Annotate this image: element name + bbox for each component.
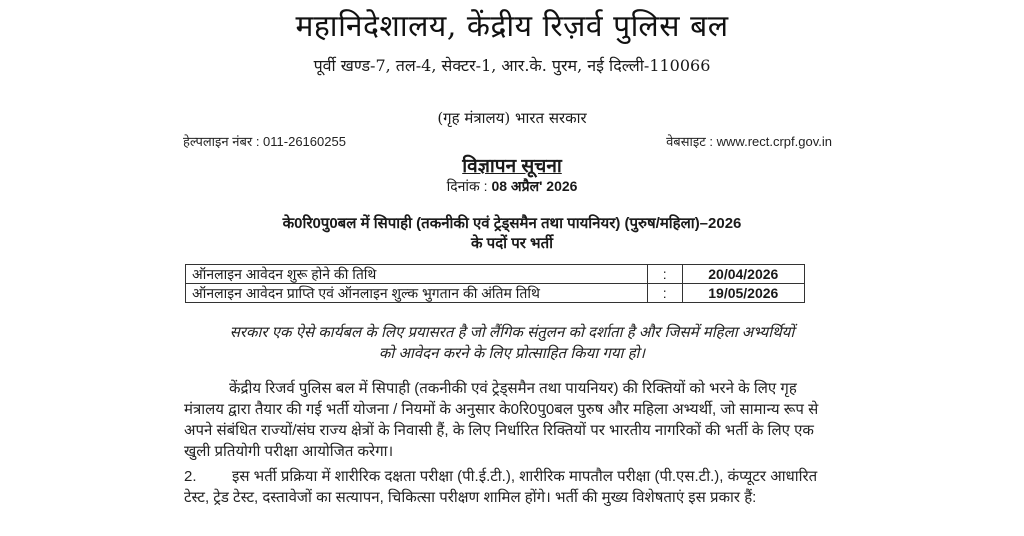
- paragraph-1: [184, 378, 824, 462]
- date-row-value: 19/05/2026: [682, 284, 804, 303]
- paragraph-2: [184, 466, 824, 508]
- table-row: [186, 265, 805, 284]
- recruitment-heading-line2: के पदों पर भर्ती: [470, 235, 554, 252]
- date-row-value: 20/04/2026: [682, 265, 804, 284]
- date-row-label: ऑनलाइन आवेदन प्राप्ति एवं ऑनलाइन शुल्क भुगतान की अंतिम तिथि: [186, 284, 648, 303]
- date-value: 08 अप्रैल' 2026: [491, 178, 578, 194]
- recruitment-heading-line1: के0रि0पु0बल में सिपाही (तकनीकी एवं ट्रेड्समैन तथा पायनियर) (पुरुष/महिला)–2026: [282, 215, 742, 232]
- date-row-separator: :: [647, 284, 682, 303]
- notice-date: [0, 177, 1024, 196]
- website-link[interactable]: वेबसाइट : www.rect.crpf.gov.in: [666, 134, 832, 149]
- helpline-number: हेल्पलाइन नंबर : 011-26160255: [183, 134, 346, 149]
- date-label: दिनांक :: [446, 178, 492, 194]
- date-row-label: ऑनलाइन आवेदन शुरू होने की तिथि: [186, 265, 648, 284]
- paragraph-1-text: केंद्रीय रिजर्व पुलिस बल में सिपाही (तकनीकी एवं ट्रेड्समैन तथा पायनियर) की रिक्तियों को भरने के लिए गृह मंत्रालय द्वारा तैयार की गई भर्ती योजना / नियमों के अनुसार के0रि0पु0बल पुरुष और महिला अभ्यर्थी, जो सामान्य रूप से अपने संबंधित राज्यों/संघ राज्य क्षेत्रों के निवासी हैं, के लिए निर्धारित रिक्तियों पर भारतीय नागरिकों की भर्ती के लिए एक खुली प्रतियोगी परीक्षा आयोजित करेगा।: [184, 380, 819, 460]
- gender-balance-statement: [0, 322, 1024, 364]
- table-row: [186, 284, 805, 303]
- date-row-separator: :: [647, 265, 682, 284]
- organization-address: पूर्वी खण्ड-7, तल-4, सेक्टर-1, आर.के. पुरम, नई दिल्ली-110066: [313, 56, 711, 75]
- recruitment-heading: [0, 214, 1024, 254]
- organization-title: महानिदेशालय, केंद्रीय रिज़र्व पुलिस बल: [295, 9, 729, 44]
- italic-line-2: को आवेदन करने के लिए प्रोत्साहित किया गया हो।: [378, 345, 646, 362]
- paragraph-2-text: इस भर्ती प्रक्रिया में शारीरिक दक्षता परीक्षा (पी.ई.टी.), शारीरिक मापतौल परीक्षा (पी.एस.टी.), कंप्यूटर आधारित टेस्ट, ट्रेड टेस्ट, दस्तावेजों का सत्यापन, चिकित्सा परीक्षण शामिल होंगे। भर्ती की मुख्य विशेषताएं इस प्रकार हैं:: [184, 468, 818, 506]
- notice-title: विज्ञापन सूचना: [462, 156, 562, 177]
- important-dates-table: [185, 264, 805, 303]
- paragraph-number: 2.: [184, 468, 197, 485]
- italic-line-1: सरकार एक ऐसे कार्यबल के लिए प्रयासरत है जो लैंगिक संतुलन को दर्शाता है और जिसमें महिला अभ्यर्थियों: [229, 324, 795, 341]
- ministry-line: (गृह मंत्रालय) भारत सरकार: [437, 109, 587, 127]
